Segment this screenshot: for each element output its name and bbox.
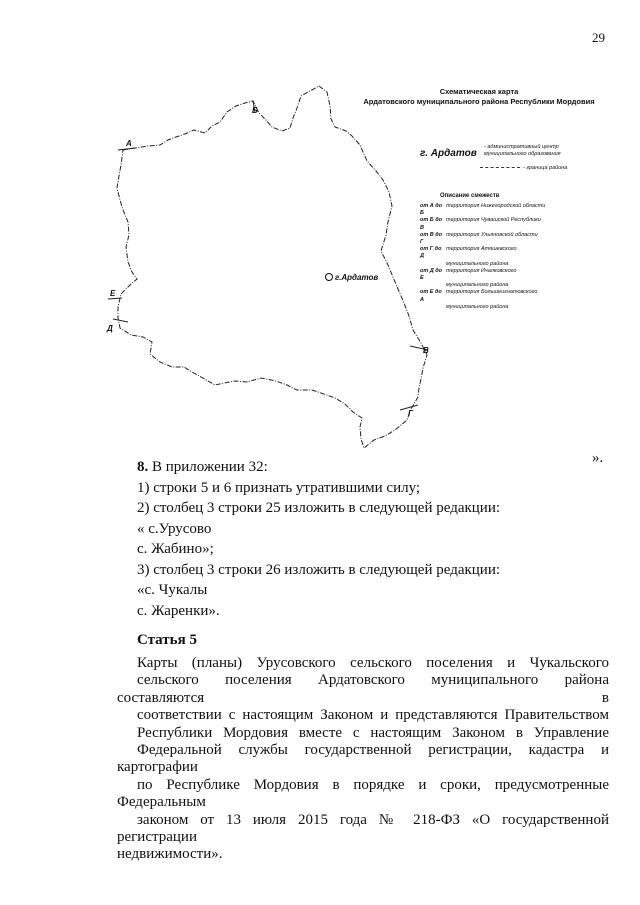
map-point-b: Б <box>252 106 258 115</box>
legend-center-description-line: муниципального образования <box>484 151 561 157</box>
article-line: Федеральной службы государственной регистрации, кадастра и картографии <box>117 742 609 776</box>
map-point-v: В <box>423 346 429 355</box>
article-line: соответствии с настоящим Законом и представляются Правительством <box>137 707 609 724</box>
adjacency-desc: территория Ульяновской области <box>446 231 538 238</box>
amendment-heading-text: В приложении 32: <box>152 459 268 475</box>
legend-boundary <box>480 165 567 171</box>
adjacency-row <box>420 289 586 303</box>
map-title <box>356 87 602 107</box>
adjacency-desc: территория Ичалковского <box>446 267 517 274</box>
amendment-line: 2) столбец 3 строки 25 изложить в следующей редакции: <box>137 500 501 516</box>
map-point-g: Г <box>408 409 413 418</box>
adjacency-row <box>420 268 586 282</box>
adjacency-desc: муниципального района <box>446 303 509 310</box>
adjacency-desc: территория Нижегородской области <box>446 203 546 209</box>
article-line: недвижимости». <box>117 846 223 863</box>
amendment-line: 1) строки 5 и 6 признать утратившими силу; <box>137 480 421 496</box>
article-line: по Республике Мордовия в порядке и сроки, предусмотренные Федеральным <box>117 776 609 811</box>
amendment-line: с. Жабино»; <box>137 541 214 557</box>
map-point-a: А <box>126 139 132 148</box>
town-label <box>325 273 378 282</box>
amendment-number: 8. <box>137 459 149 475</box>
map-title-line: Схематическая карта <box>439 87 519 96</box>
article-line: законом от 13 июля 2015 года № 218-ФЗ «О государственной регистрации <box>117 811 609 846</box>
adjacency-range: от Б до В <box>420 217 442 231</box>
legend-center-description-line: - административный центр <box>484 144 559 150</box>
amendment-line: « с.Урусово <box>137 521 212 537</box>
adjacency-range: от В до Г <box>420 231 443 246</box>
town-label-text: г.Ардатов <box>335 273 379 282</box>
article-line: сельского поселения Ардатовского муниципального района составляются в <box>117 672 609 706</box>
adjacency-row <box>420 282 586 289</box>
article-title: Статья 5 <box>137 632 197 648</box>
adjacency-range <box>420 261 446 268</box>
closing-quote: ». <box>592 450 604 466</box>
legend-boundary-label: - граница района <box>523 165 568 171</box>
amendment-line: 3) столбец 3 строки 26 изложить в следующей редакции: <box>137 562 501 578</box>
page-number: 29 <box>592 30 605 45</box>
district-boundary <box>117 86 427 448</box>
adjacency-desc: муниципального района <box>446 260 509 267</box>
amendment-line: «с. Чукалы <box>137 582 208 598</box>
adjacency-row <box>420 304 586 311</box>
map-point-e: Е <box>110 289 116 298</box>
legend-center-label: г. Ардатов <box>420 148 477 159</box>
article-paragraph <box>117 655 609 864</box>
town-marker-icon <box>325 273 333 281</box>
adjacency-range: от Д до Е <box>420 267 443 282</box>
adjacency-desc: муниципального района <box>446 282 509 289</box>
adjacency-range <box>420 304 446 311</box>
adjacency-row <box>420 232 586 246</box>
adjacency-desc: территория Большеигнатовского <box>446 289 538 296</box>
article-line: Карты (планы) Урусовского сельского поселения и Чукальского <box>137 655 609 671</box>
adjacency-row <box>420 203 586 217</box>
adjacency-row <box>420 217 586 231</box>
adjacency-row <box>420 261 586 268</box>
adjacency-title: Описание смежеств <box>440 193 500 199</box>
adjacency-range <box>420 282 446 289</box>
map-point-d: Д <box>107 324 113 333</box>
adjacency-desc: территория Атяшевского <box>446 246 517 253</box>
adjacency-range: от Е до А <box>420 289 442 303</box>
adjacency-range: от Г до Д <box>420 246 442 260</box>
dashed-line-icon <box>480 167 520 168</box>
map-title-line: Ардатовского муниципального района Республики Мордовия <box>363 97 595 106</box>
legend-center-description <box>484 144 561 158</box>
adjacency-list <box>420 203 586 311</box>
amendment-line: с. Жаренки». <box>137 603 220 619</box>
adjacency-desc: территория Чувашской Республики <box>446 217 541 224</box>
adjacency-range: от А до Б <box>420 203 443 217</box>
article-line: Республики Мордовия вместе с настоящим Законом в Управление <box>137 724 609 741</box>
amendment-heading <box>137 459 268 476</box>
adjacency-row <box>420 246 586 260</box>
